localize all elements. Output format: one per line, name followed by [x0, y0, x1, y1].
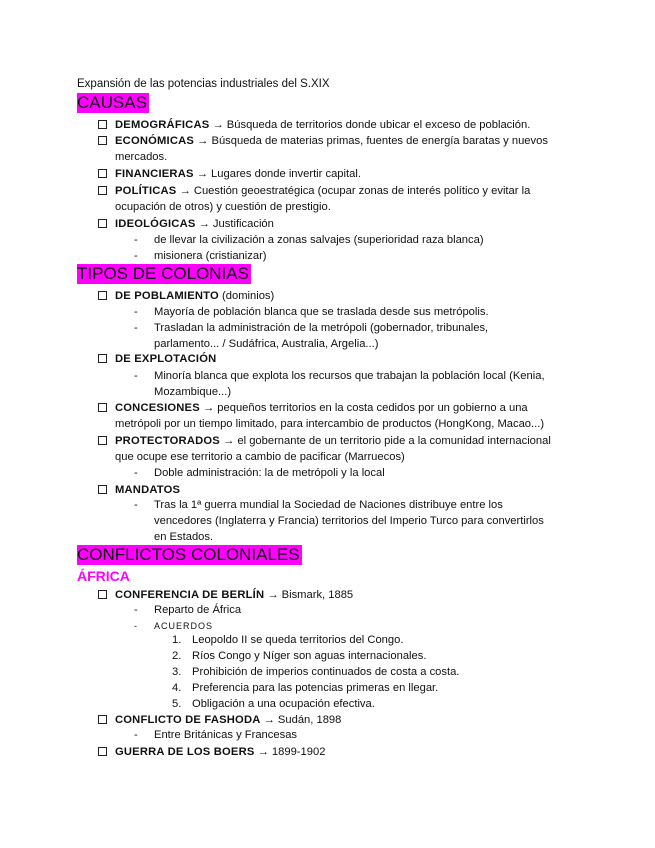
checkbox[interactable]	[98, 169, 107, 178]
document-title: Expansión de las potencias industriales del S.XIX	[77, 78, 330, 90]
checkbox[interactable]	[98, 436, 107, 445]
document-page: Expansión de las potencias industriales del S.XIX CAUSAS DEMOGRÁFICAS → Búsqueda de territorios donde ubicar el exceso de población. ECONÓMICAS → Búsqueda de materias primas, fuentes de energía baratas y nuevos mercados. FINANCIERAS → Lugares donde invertir capital. POLÍTICAS → Cuestión geoestratégica (ocupar zonas de interés político y evitar la ocupación de otros) y cuestión de prestigio. IDEOLÓGICAS → Justificación - de llevar la civilización a zonas salvajes (superioridad raza blanca) - misionera (cristianizar) TIPOS DE COLONIAS DE POBLAMIENTO (dominios) - Mayoría de población blanca que se traslada desde sus metrópolis. - Trasladan la administración de la metrópoli (gobernador, tribunales, parlamento... / Sudáfrica, Australia, Argelia...) DE EXPLOTACIÓN - Minoría blanca que explota los recursos que trabajan la población local (Kenia, Mozambique...) CONCESIONES → pequeños territorios en la costa cedidos por un gobierno a una metrópoli por un tiempo limitado, para intercambio de productos (HongKong, Macao...) PROTECTORADOS → el gobernante de un territorio pide a la comunidad internacional que ocupe ese territorio a cambio de pacificar (Marruecos) - Doble administración: la de metrópoli y la local MANDATOS - Tras la 1ª guerra mundial la Sociedad de Naciones distribuye entre los vencedores (Inglaterra y Francia) territorios del Imperio Turco para convertirlos en Estados. CONFLICTOS COLONIALES ÁFRICA CONFERENCIA DE BERLÍN → Bismark, 1885 - Reparto de África - ACUERDOS 1. Leopoldo II se queda territorios del Congo. 2. Ríos Congo y Níger son aguas internacionales. 3. Prohibición de imperios continuados de costa a costa. 4. Preferencia para las potencias primeras en llegar. 5. Obligación a una ocupación efectiva. CONFLICTO DE FASHODA → Sudán, 1898 - Entre Británicas y Francesas GUERRA DE LOS BOERS → 1899-1902	[77, 78, 551, 758]
checkbox[interactable]	[98, 747, 107, 756]
checkbox[interactable]	[98, 291, 107, 300]
checkbox[interactable]	[98, 485, 107, 494]
section-heading-conflictos: CONFLICTOS COLONIALES	[77, 545, 300, 564]
checkbox[interactable]	[98, 136, 107, 145]
checkbox[interactable]	[98, 120, 107, 129]
checkbox[interactable]	[98, 354, 107, 363]
checkbox[interactable]	[98, 186, 107, 195]
section-heading-tipos: TIPOS DE COLONIAS	[77, 264, 249, 283]
checkbox[interactable]	[98, 403, 107, 412]
checkbox[interactable]	[98, 715, 107, 724]
section-heading-causas: CAUSAS	[77, 93, 147, 112]
subsection-heading-africa: ÁFRICA	[77, 568, 130, 584]
checkbox[interactable]	[98, 219, 107, 228]
checkbox[interactable]	[98, 590, 107, 599]
